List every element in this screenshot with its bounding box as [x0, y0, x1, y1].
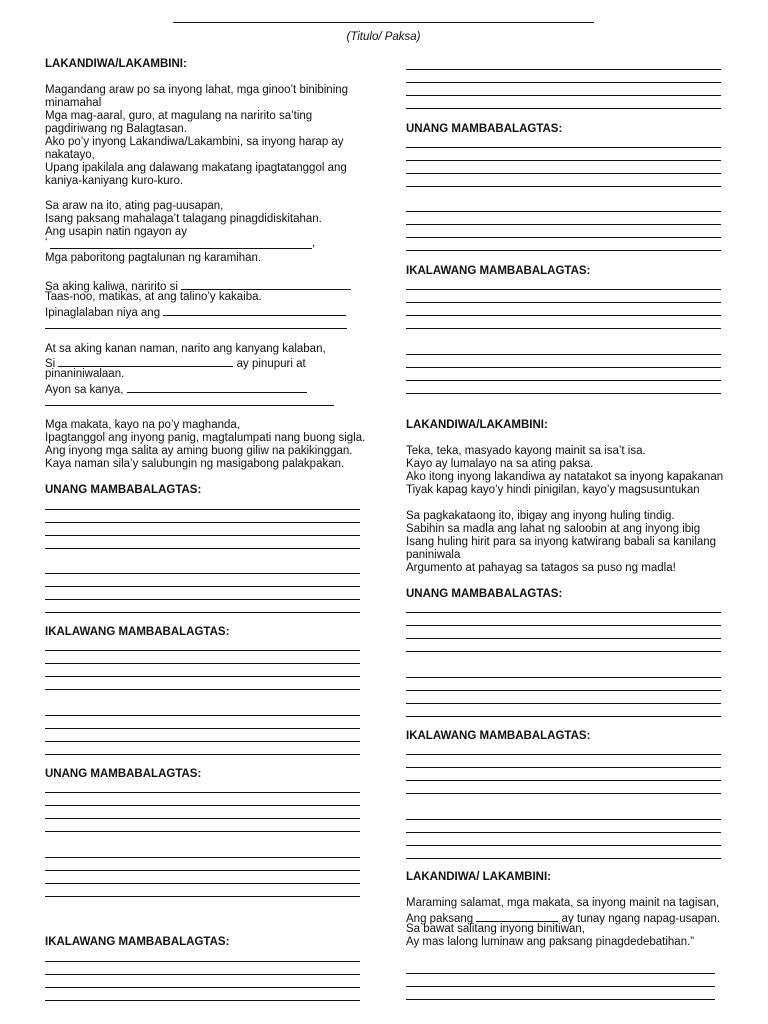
- writing-line[interactable]: [45, 1000, 360, 1001]
- writing-line[interactable]: [45, 612, 360, 613]
- writing-line[interactable]: [45, 961, 360, 962]
- writing-line[interactable]: [45, 857, 360, 858]
- writing-line[interactable]: [406, 832, 721, 833]
- writing-line[interactable]: [406, 793, 721, 794]
- writing-line[interactable]: [406, 367, 721, 368]
- writing-line[interactable]: [45, 586, 360, 587]
- name-blank[interactable]: [58, 355, 233, 367]
- lakandiwa-heading: LAKANDIWA/LAKAMBINI:: [45, 58, 187, 70]
- writing-line[interactable]: [406, 716, 721, 717]
- writing-line[interactable]: [406, 289, 721, 290]
- writing-line[interactable]: [45, 663, 360, 664]
- writing-line[interactable]: [45, 689, 360, 690]
- text-line: Mga paboritong pagtalunan ng karamihan.: [45, 252, 262, 264]
- first-debater-heading: UNANG MAMBABALAGTAS:: [406, 588, 563, 600]
- first-debater-heading: UNANG MAMBABALAGTAS:: [45, 768, 202, 780]
- text-line: kaniya-kaniyang kuro-kuro.: [45, 175, 184, 187]
- name-blank[interactable]: [181, 278, 351, 290]
- title-blank-line: [173, 22, 594, 23]
- text-line: Tiyak kapag kayo’y hindi pinigilan, kayo’y magsusuntukan: [406, 484, 700, 496]
- closing-lakandiwa-heading: LAKANDIWA/ LAKAMBINI:: [406, 871, 552, 883]
- writing-line[interactable]: [406, 393, 721, 394]
- text-line: paniniwala: [406, 549, 461, 561]
- text-line: Upang ipakilala ang dalawang makatang ipagtatanggol ang: [45, 162, 347, 174]
- text-line: Ang inyong mga salita ay aming buong giliw na pakikinggan.: [45, 445, 353, 457]
- text-line: Teka, teka, masyado kayong mainit sa isa’t isa.: [406, 445, 646, 457]
- second-debater-heading: IKALAWANG MAMBABALAGTAS:: [45, 936, 230, 948]
- subtitle: (Titulo/ Paksa): [346, 31, 421, 43]
- writing-line[interactable]: [406, 186, 721, 187]
- writing-line[interactable]: [406, 819, 721, 820]
- second-debater-heading: IKALAWANG MAMBABALAGTAS:: [406, 265, 591, 277]
- writing-line[interactable]: [406, 999, 715, 1000]
- text-line: Magandang araw po sa inyong lahat, mga ginoo’t binibining: [45, 84, 349, 96]
- writing-line[interactable]: [45, 818, 360, 819]
- second-debater-heading: IKALAWANG MAMBABALAGTAS:: [45, 626, 230, 638]
- second-debater-heading: IKALAWANG MAMBABALAGTAS:: [406, 730, 591, 742]
- stance-blank[interactable]: [127, 381, 307, 393]
- writing-line[interactable]: [45, 676, 360, 677]
- writing-line[interactable]: [45, 987, 360, 988]
- writing-line[interactable]: [406, 651, 721, 652]
- writing-line[interactable]: [406, 302, 721, 303]
- text-line: Ayon sa kanya,: [45, 381, 307, 397]
- writing-line[interactable]: [406, 845, 721, 846]
- writing-line[interactable]: [45, 741, 360, 742]
- text-line: Sabihin sa madla ang lahat ng saloobin at ang inyong ibig: [406, 523, 701, 535]
- text-line: At sa aking kanan naman, narito ang kanyang kalaban,: [45, 343, 326, 355]
- writing-line[interactable]: [406, 677, 721, 678]
- writing-line[interactable]: [406, 82, 721, 83]
- lakandiwa-heading: LAKANDIWA/LAKAMBINI:: [406, 419, 548, 431]
- comma-mark: ,: [312, 237, 316, 249]
- writing-line[interactable]: [45, 599, 360, 600]
- text-line: Sa aking kaliwa, naririto si: [45, 278, 351, 294]
- first-debater-heading: UNANG MAMBABALAGTAS:: [406, 123, 563, 135]
- text-line: Taas-noo, matikas, at ang talino’y kakaiba.: [45, 291, 262, 303]
- writing-line[interactable]: [406, 108, 721, 109]
- writing-line[interactable]: [45, 896, 360, 897]
- text-line: Sa bawat salitang inyong binitiwan,: [406, 923, 586, 935]
- writing-line[interactable]: [406, 690, 721, 691]
- text-line: minamahal: [45, 97, 102, 109]
- text-line: Kayo ay lumalayo na sa ating paksa.: [406, 458, 594, 470]
- writing-line[interactable]: [406, 237, 721, 238]
- writing-line[interactable]: [406, 354, 721, 355]
- writing-line[interactable]: [45, 573, 360, 574]
- writing-line[interactable]: [406, 69, 721, 70]
- writing-line[interactable]: [406, 173, 721, 174]
- text-line: Si ay pinupuri at: [45, 355, 306, 371]
- writing-line[interactable]: [406, 380, 721, 381]
- writing-line[interactable]: [406, 754, 721, 755]
- writing-line[interactable]: [45, 974, 360, 975]
- writing-line[interactable]: [406, 780, 721, 781]
- writing-line[interactable]: [45, 650, 360, 651]
- writing-line[interactable]: [45, 522, 360, 523]
- topic-blank[interactable]: [476, 910, 558, 922]
- writing-line[interactable]: [45, 754, 360, 755]
- writing-line[interactable]: [406, 95, 721, 96]
- writing-line[interactable]: [45, 831, 360, 832]
- writing-line[interactable]: [406, 986, 715, 987]
- text-line: Sa araw na ito, ating pag-uusapan,: [45, 200, 224, 212]
- writing-line[interactable]: [406, 160, 721, 161]
- text-line: nakatayo,: [45, 149, 95, 161]
- text-line: Mga makata, kayo na po’y maghanda,: [45, 419, 240, 431]
- writing-line[interactable]: [45, 805, 360, 806]
- writing-line[interactable]: [406, 858, 721, 859]
- text-line: Maraming salamat, mga makata, sa inyong mainit na tagisan,: [406, 897, 720, 909]
- writing-line[interactable]: [406, 315, 721, 316]
- writing-line[interactable]: [45, 548, 360, 549]
- writing-line[interactable]: [406, 767, 721, 768]
- writing-line[interactable]: [45, 792, 360, 793]
- writing-line[interactable]: [406, 612, 721, 613]
- topic-blank-line[interactable]: [50, 248, 312, 249]
- quote-mark: ‘: [45, 237, 48, 249]
- text-line: Ipagtanggol ang inyong panig, magtalumpati nang buong sigla.: [45, 432, 366, 444]
- first-debater-heading: UNANG MAMBABALAGTAS:: [45, 484, 202, 496]
- writing-line[interactable]: [406, 638, 721, 639]
- writing-line[interactable]: [45, 509, 360, 510]
- text-line: Ang paksang ay tunay ngang napag-usapan.: [406, 910, 720, 926]
- text-line: pagdiriwang ng Balagtasan.: [45, 123, 187, 135]
- writing-line[interactable]: [406, 250, 721, 251]
- text-line: Isang huling hirit para sa inyong katwirang babali sa kanilang: [406, 536, 717, 548]
- writing-line[interactable]: [406, 224, 721, 225]
- writing-line[interactable]: [45, 883, 360, 884]
- text-line: pinaniniwalaan.: [45, 368, 125, 380]
- text-line: Ako itong inyong lakandiwa ay natatakot sa inyong kapakanan: [406, 471, 724, 483]
- text-line: Sa pagkakataong ito, ibigay ang inyong huling tindig.: [406, 510, 675, 522]
- stance-blank[interactable]: [163, 304, 346, 316]
- writing-line[interactable]: [45, 870, 360, 871]
- writing-line[interactable]: [406, 703, 721, 704]
- text-line: Argumento at pahayag sa tatagos sa puso ng madla!: [406, 562, 676, 574]
- writing-line[interactable]: [45, 715, 360, 716]
- text-line: Ay mas lalong luminaw ang paksang pinagdedebatihan.”: [406, 936, 695, 948]
- text-line: Mga mag-aaral, guro, at magulang na naririto sa’ting: [45, 110, 313, 122]
- text-line: Isang paksang mahalaga’t talagang pinagdidiskitahan.: [45, 213, 322, 225]
- text-line: Ipinaglalaban niya ang: [45, 304, 346, 320]
- text-line: Ako po’y inyong Lakandiwa/Lakambini, sa inyong harap ay: [45, 136, 344, 148]
- writing-line[interactable]: [406, 328, 721, 329]
- writing-line[interactable]: [406, 625, 721, 626]
- writing-line[interactable]: [45, 728, 360, 729]
- writing-line[interactable]: [406, 973, 715, 974]
- text-line: Ang usapin natin ngayon ay: [45, 226, 187, 238]
- text-line: Kaya naman sila’y salubungin ng masigabong palakpakan.: [45, 458, 345, 470]
- writing-line[interactable]: [45, 535, 360, 536]
- writing-line[interactable]: [406, 211, 721, 212]
- blank-line[interactable]: [45, 405, 334, 406]
- blank-line[interactable]: [45, 328, 347, 329]
- writing-line[interactable]: [406, 147, 721, 148]
